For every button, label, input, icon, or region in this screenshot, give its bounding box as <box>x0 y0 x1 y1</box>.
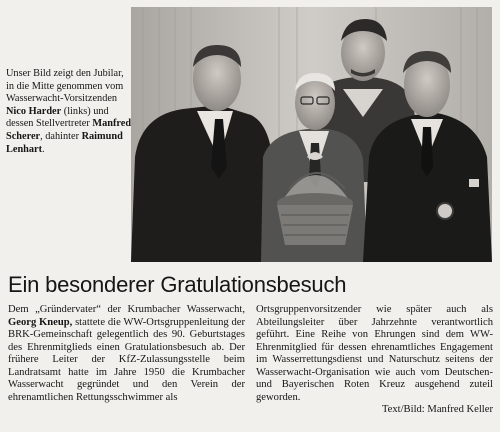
article-column-right <box>256 304 493 417</box>
article-name-kneup: Georg Kneup, <box>8 316 73 328</box>
caption-name-lenhart: Raimund Lenhart <box>6 130 123 155</box>
article-p1a: Dem „Gründervater“ der Krumbacher Wasserwacht, <box>8 304 245 315</box>
caption-end: . <box>42 143 45 155</box>
caption-name-scherer: Manfred Scherer <box>6 118 132 142</box>
photo-caption <box>6 68 132 156</box>
caption-mid: (links) und dessen Stellvertreter <box>6 105 109 130</box>
photo-credit: Text/Bild: Manfred Keller <box>381 404 493 416</box>
article-p1b: stattete die WW-Ortsgruppenleitung der BRK-Gemeinschaft gelegentlich des 90. Geburtstages des Ehrenmitglieds einen Gratulationsbesuch ab. Der frühere Leiter der KfZ-Zulassungsstelle beim Landratsamt hatte im Jahre 1950 die Krumbacher Wasserwacht gegründet und den Verein der ehrenamtlichen Rettungsschwimmer als <box>8 316 245 403</box>
article-p2: Ortsgruppenvorsitzender wie später auch als Abteilungsleiter über Jahrzehnte verantwortlich geführt. Eine Reihe von Ehrungen sind dem WW-Ehrenmitglied für dessen ehrenamtliches Engagement im Wasserrettungsdienst und Naturschutz seitens der Wasserwacht-Organisation wie auch vom Deutschen- und Bayerischen Roten Kreuz ausgehend zuteil geworden. <box>256 304 493 403</box>
caption-mid2: , dahinter <box>40 130 80 142</box>
group-photo <box>131 7 492 262</box>
caption-name-harder: Nico Harder <box>6 105 62 117</box>
caption-intro: Unser Bild zeigt den Jubilar, in die Mitte genommen vom Wasserwacht-Vorsitzenden <box>6 68 124 105</box>
headline: Ein besonderer Gratulationsbesuch <box>8 272 347 297</box>
article-column-left <box>8 304 245 404</box>
